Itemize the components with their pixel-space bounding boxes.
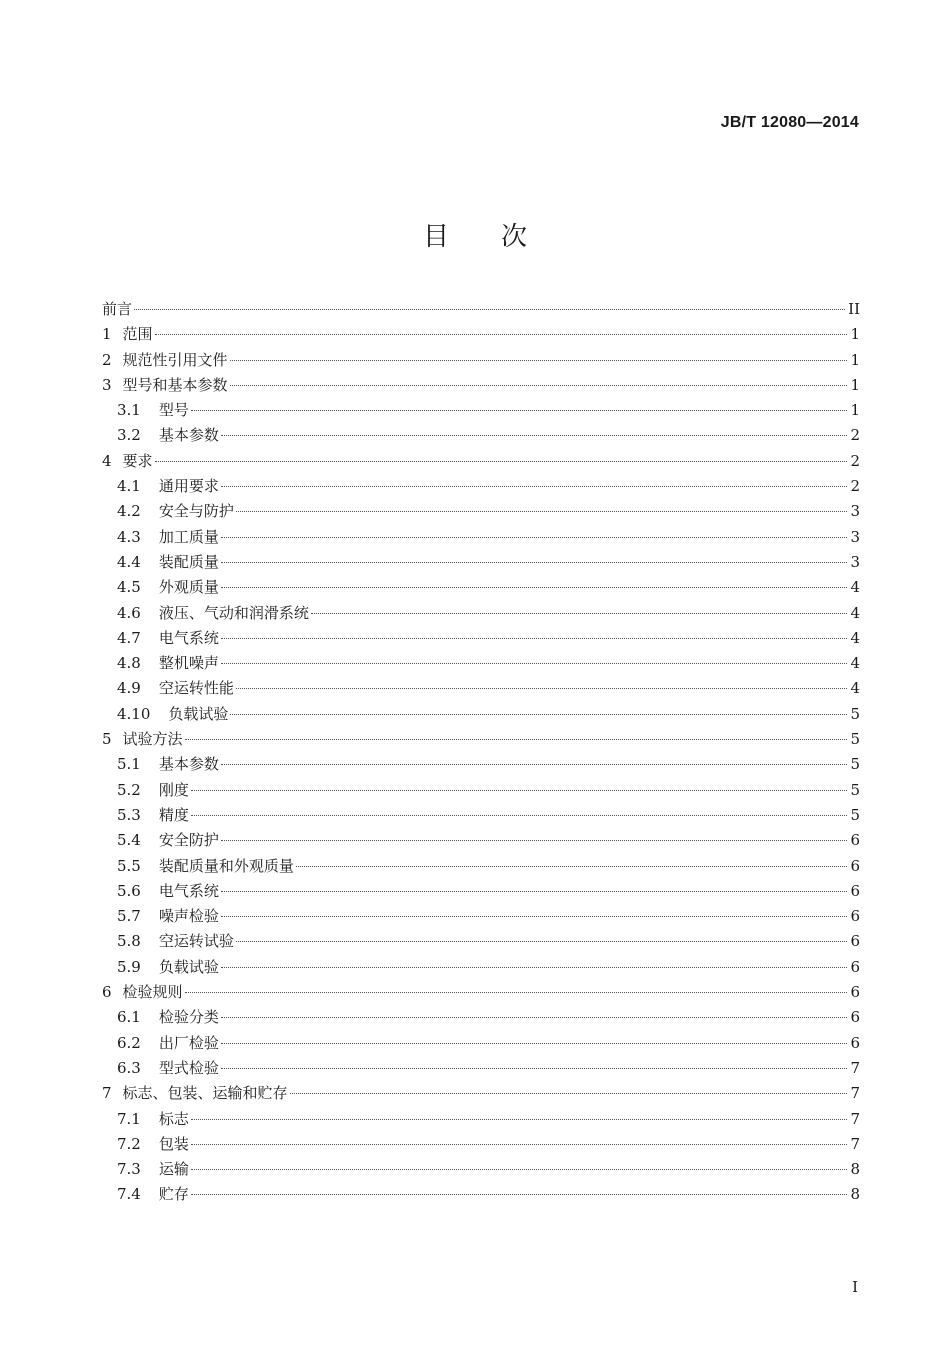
toc-entry-title: 包装 bbox=[158, 1134, 189, 1153]
toc-entry[interactable] bbox=[102, 651, 860, 676]
toc-entry[interactable] bbox=[102, 423, 860, 448]
toc-entry-page: 6 bbox=[850, 983, 860, 1002]
toc-entry-page: 6 bbox=[850, 856, 860, 875]
toc-entry-title: 加工质量 bbox=[158, 527, 219, 546]
toc-entry-page: 1 bbox=[850, 375, 860, 394]
table-of-contents bbox=[102, 297, 860, 1208]
toc-entry-number: 7.2 bbox=[117, 1134, 141, 1153]
toc-dot-leader bbox=[236, 941, 848, 942]
toc-entry-page: 3 bbox=[850, 502, 860, 521]
toc-entry-title: 规范性引用文件 bbox=[122, 350, 228, 369]
toc-entry-number: 3.1 bbox=[117, 401, 141, 420]
toc-entry-number: 5.8 bbox=[117, 932, 141, 951]
toc-dot-leader bbox=[221, 891, 848, 892]
toc-entry[interactable] bbox=[102, 929, 860, 954]
toc-entry-page: 6 bbox=[850, 831, 860, 850]
toc-dot-leader bbox=[191, 1119, 848, 1120]
toc-entry-title: 负载试验 bbox=[168, 704, 229, 723]
toc-dot-leader bbox=[134, 309, 845, 310]
toc-entry-title: 液压、气动和润滑系统 bbox=[158, 603, 309, 622]
toc-entry-title: 负载试验 bbox=[158, 957, 219, 976]
toc-entry-number: 4.6 bbox=[117, 603, 141, 622]
toc-dot-leader bbox=[221, 840, 848, 841]
toc-dot-leader bbox=[185, 739, 848, 740]
toc-entry-title: 试验方法 bbox=[122, 730, 183, 749]
toc-dot-leader bbox=[191, 410, 848, 411]
toc-dot-leader bbox=[185, 992, 848, 993]
toc-dot-leader bbox=[191, 790, 848, 791]
toc-entry[interactable] bbox=[102, 904, 860, 929]
toc-entry-page: 5 bbox=[850, 730, 860, 749]
toc-dot-leader bbox=[230, 385, 848, 386]
toc-entry[interactable] bbox=[102, 398, 860, 423]
toc-entry[interactable] bbox=[102, 778, 860, 803]
toc-entry-title: 标志 bbox=[158, 1109, 189, 1128]
toc-entry[interactable] bbox=[102, 854, 860, 879]
toc-entry[interactable] bbox=[102, 1081, 860, 1106]
toc-entry[interactable] bbox=[102, 879, 860, 904]
toc-entry-number: 5.7 bbox=[117, 907, 141, 926]
toc-entry-title: 装配质量和外观质量 bbox=[158, 856, 294, 875]
toc-entry-title: 电气系统 bbox=[158, 628, 219, 647]
toc-dot-leader bbox=[221, 638, 848, 639]
toc-entry-number: 7.1 bbox=[117, 1109, 141, 1128]
toc-entry-page: 3 bbox=[850, 527, 860, 546]
toc-entry-number: 6.1 bbox=[117, 1008, 141, 1027]
toc-dot-leader bbox=[221, 562, 848, 563]
toc-entry-number: 2 bbox=[102, 350, 112, 369]
toc-entry-number: 1 bbox=[102, 325, 112, 344]
toc-entry-number: 7.3 bbox=[117, 1160, 141, 1179]
toc-entry[interactable] bbox=[102, 702, 860, 727]
toc-entry-title: 基本参数 bbox=[158, 755, 219, 774]
toc-dot-leader bbox=[221, 537, 848, 538]
toc-entry-page: 5 bbox=[850, 704, 860, 723]
toc-entry-title: 整机噪声 bbox=[158, 654, 219, 673]
toc-entry[interactable] bbox=[102, 575, 860, 600]
toc-entry-title: 贮存 bbox=[158, 1185, 189, 1204]
toc-entry-page: 4 bbox=[850, 654, 860, 673]
toc-entry-number: 4.7 bbox=[117, 628, 141, 647]
toc-entry-page: 1 bbox=[850, 350, 860, 369]
toc-dot-leader bbox=[221, 1068, 848, 1069]
toc-entry-title: 出厂检验 bbox=[158, 1033, 219, 1052]
toc-entry-number: 4.5 bbox=[117, 578, 141, 597]
toc-entry-number: 5.4 bbox=[117, 831, 141, 850]
toc-entry-page: 6 bbox=[850, 907, 860, 926]
toc-entry[interactable] bbox=[102, 297, 860, 322]
toc-entry-number: 5.3 bbox=[117, 805, 141, 824]
toc-dot-leader bbox=[230, 360, 848, 361]
toc-entry-page: 1 bbox=[850, 401, 860, 420]
toc-entry-title: 空运转性能 bbox=[158, 679, 234, 698]
toc-dot-leader bbox=[221, 663, 848, 664]
toc-dot-leader bbox=[221, 764, 848, 765]
toc-entry-number: 4 bbox=[102, 451, 112, 470]
toc-entry-number: 5.6 bbox=[117, 881, 141, 900]
toc-dot-leader bbox=[191, 1194, 848, 1195]
toc-entry[interactable] bbox=[102, 1107, 860, 1132]
toc-entry-page: 7 bbox=[850, 1134, 860, 1153]
toc-entry[interactable] bbox=[102, 348, 860, 373]
toc-entry-title: 通用要求 bbox=[158, 477, 219, 496]
toc-entry-number: 5.1 bbox=[117, 755, 141, 774]
toc-dot-leader bbox=[191, 1169, 848, 1170]
toc-entry-number: 4.2 bbox=[117, 502, 141, 521]
toc-dot-leader bbox=[296, 866, 848, 867]
toc-entry[interactable] bbox=[102, 980, 860, 1005]
toc-entry-title: 型号 bbox=[158, 401, 189, 420]
toc-dot-leader bbox=[221, 1043, 848, 1044]
toc-entry[interactable] bbox=[102, 727, 860, 752]
toc-dot-leader bbox=[155, 334, 848, 335]
toc-dot-leader bbox=[155, 461, 848, 462]
toc-entry-number: 3 bbox=[102, 375, 112, 394]
toc-entry-number: 7.4 bbox=[117, 1185, 141, 1204]
toc-dot-leader bbox=[221, 1017, 848, 1018]
toc-entry-title: 检验分类 bbox=[158, 1008, 219, 1027]
toc-entry-title: 刚度 bbox=[158, 780, 189, 799]
toc-entry-page: 4 bbox=[850, 628, 860, 647]
toc-entry-title: 安全与防护 bbox=[158, 502, 234, 521]
toc-entry-page: 2 bbox=[850, 426, 860, 445]
toc-entry-title: 范围 bbox=[122, 325, 153, 344]
toc-entry[interactable] bbox=[102, 499, 860, 524]
toc-entry-title: 基本参数 bbox=[158, 426, 219, 445]
toc-dot-leader bbox=[191, 1144, 848, 1145]
toc-entry-number: 4.10 bbox=[117, 704, 151, 723]
toc-entry[interactable] bbox=[102, 601, 860, 626]
toc-entry[interactable] bbox=[102, 752, 860, 777]
toc-entry-title: 噪声检验 bbox=[158, 907, 219, 926]
toc-entry-page: 6 bbox=[850, 1008, 860, 1027]
toc-entry[interactable] bbox=[102, 803, 860, 828]
toc-entry[interactable] bbox=[102, 1056, 860, 1081]
toc-entry-number: 6 bbox=[102, 983, 112, 1002]
toc-dot-leader bbox=[221, 587, 848, 588]
toc-entry[interactable] bbox=[102, 474, 860, 499]
toc-dot-leader bbox=[191, 815, 848, 816]
toc-entry-page: 4 bbox=[850, 603, 860, 622]
page-number: I bbox=[852, 1278, 858, 1296]
toc-entry-number: 7 bbox=[102, 1084, 112, 1103]
toc-entry-number: 5.5 bbox=[117, 856, 141, 875]
toc-entry-title: 检验规则 bbox=[122, 983, 183, 1002]
toc-entry-title: 装配质量 bbox=[158, 552, 219, 571]
toc-entry-number: 5 bbox=[102, 730, 112, 749]
toc-entry-number: 4.4 bbox=[117, 552, 141, 571]
toc-entry-title: 型号和基本参数 bbox=[122, 375, 228, 394]
toc-entry[interactable] bbox=[102, 676, 860, 701]
toc-entry[interactable] bbox=[102, 955, 860, 980]
toc-entry-number: 5.9 bbox=[117, 957, 141, 976]
toc-entry-title: 要求 bbox=[122, 451, 153, 470]
toc-dot-leader bbox=[221, 486, 848, 487]
toc-entry[interactable] bbox=[102, 1132, 860, 1157]
toc-dot-leader bbox=[311, 613, 848, 614]
toc-entry-number: 5.2 bbox=[117, 780, 141, 799]
toc-entry[interactable] bbox=[102, 1031, 860, 1056]
toc-entry[interactable] bbox=[102, 626, 860, 651]
toc-entry-page: 2 bbox=[850, 477, 860, 496]
toc-entry-page: 2 bbox=[850, 451, 860, 470]
toc-entry-page: 8 bbox=[850, 1185, 860, 1204]
toc-entry[interactable] bbox=[102, 550, 860, 575]
toc-entry-title: 运输 bbox=[158, 1160, 189, 1179]
toc-entry-number: 4.8 bbox=[117, 654, 141, 673]
toc-entry-title: 空运转试验 bbox=[158, 932, 234, 951]
toc-entry-page: 7 bbox=[850, 1084, 860, 1103]
toc-dot-leader bbox=[290, 1093, 848, 1094]
toc-entry-title: 电气系统 bbox=[158, 881, 219, 900]
toc-entry-page: 5 bbox=[850, 805, 860, 824]
toc-entry-title: 型式检验 bbox=[158, 1058, 219, 1077]
toc-entry[interactable] bbox=[102, 1182, 860, 1207]
toc-entry[interactable] bbox=[102, 828, 860, 853]
toc-dot-leader bbox=[221, 916, 848, 917]
toc-dot-leader bbox=[221, 435, 848, 436]
toc-entry-page: 5 bbox=[850, 755, 860, 774]
toc-entry[interactable] bbox=[102, 449, 860, 474]
toc-entry-page: 1 bbox=[850, 325, 860, 344]
toc-dot-leader bbox=[230, 714, 847, 715]
toc-entry[interactable] bbox=[102, 525, 860, 550]
toc-entry-page: 7 bbox=[850, 1058, 860, 1077]
toc-entry-page: II bbox=[848, 300, 860, 318]
toc-entry-number: 3.2 bbox=[117, 426, 141, 445]
toc-dot-leader bbox=[236, 688, 848, 689]
toc-entry-page: 6 bbox=[850, 957, 860, 976]
toc-entry-page: 3 bbox=[850, 552, 860, 571]
toc-entry-number: 6.3 bbox=[117, 1058, 141, 1077]
toc-entry-page: 6 bbox=[850, 932, 860, 951]
toc-entry-number: 4.1 bbox=[117, 477, 141, 496]
standard-code: JB/T 12080—2014 bbox=[720, 114, 859, 131]
toc-entry-page: 8 bbox=[850, 1160, 860, 1179]
toc-entry[interactable] bbox=[102, 1005, 860, 1030]
toc-entry-page: 5 bbox=[850, 780, 860, 799]
toc-entry-title: 标志、包装、运输和贮存 bbox=[122, 1084, 288, 1103]
toc-entry-title: 前言 bbox=[102, 300, 133, 318]
toc-entry-number: 6.2 bbox=[117, 1033, 141, 1052]
toc-entry[interactable] bbox=[102, 1157, 860, 1182]
toc-entry-page: 7 bbox=[850, 1109, 860, 1128]
toc-entry-page: 4 bbox=[850, 578, 860, 597]
toc-dot-leader bbox=[221, 967, 848, 968]
toc-entry-number: 4.9 bbox=[117, 679, 141, 698]
toc-entry[interactable] bbox=[102, 322, 860, 347]
toc-entry-page: 4 bbox=[850, 679, 860, 698]
toc-entry-title: 精度 bbox=[158, 805, 189, 824]
toc-entry-title: 安全防护 bbox=[158, 831, 219, 850]
toc-dot-leader bbox=[236, 511, 848, 512]
toc-entry-page: 6 bbox=[850, 881, 860, 900]
toc-entry-number: 4.3 bbox=[117, 527, 141, 546]
toc-entry[interactable] bbox=[102, 373, 860, 398]
page-title: 目次 bbox=[422, 222, 579, 252]
toc-entry-page: 6 bbox=[850, 1033, 860, 1052]
toc-entry-title: 外观质量 bbox=[158, 578, 219, 597]
